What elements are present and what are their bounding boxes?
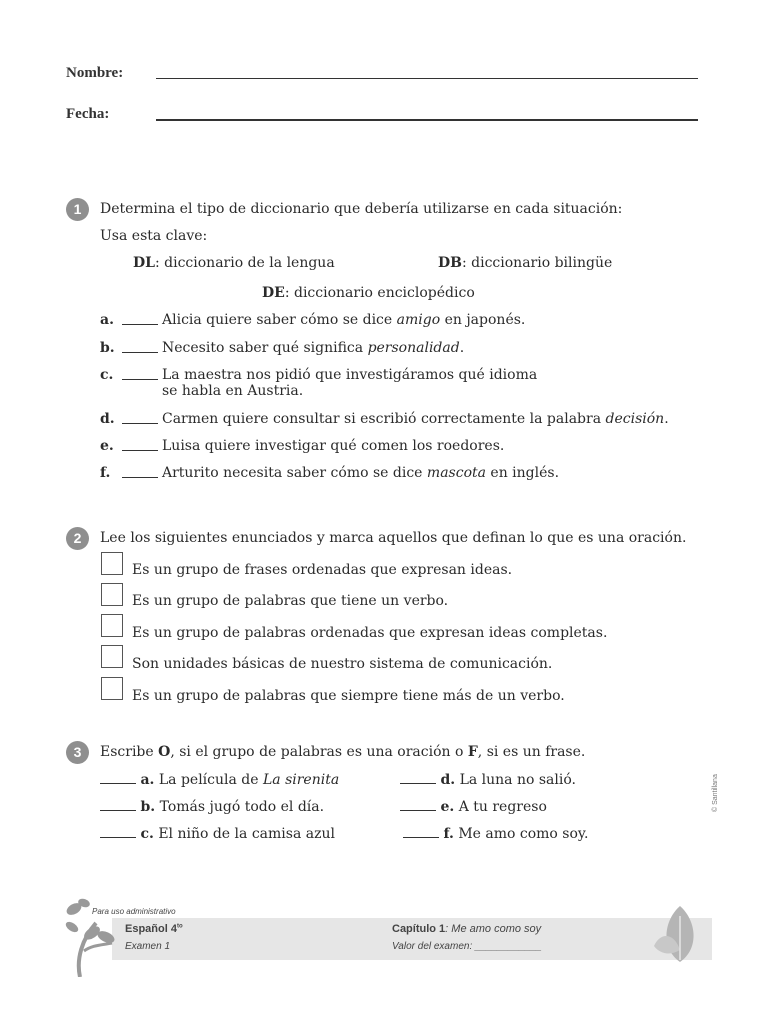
answer-blank[interactable] bbox=[100, 771, 136, 784]
question-1-badge: 1 bbox=[66, 198, 89, 221]
fecha-line[interactable] bbox=[156, 119, 698, 121]
q3-instruction: Escribe O, si el grupo de palabras es una oración o F, si es un frase. bbox=[100, 744, 586, 760]
answer-blank[interactable] bbox=[100, 798, 136, 811]
question-2-badge: 2 bbox=[66, 527, 89, 550]
q1-clave: Usa esta clave: bbox=[100, 228, 208, 244]
option-1-text: Es un grupo de frases ordenadas que expresan ideas. bbox=[132, 562, 513, 578]
checkbox-option-4[interactable] bbox=[101, 645, 123, 668]
copyright: © Santillana bbox=[712, 774, 719, 812]
answer-blank[interactable] bbox=[400, 798, 436, 811]
subject: Español $4^{to}$ bbox=[125, 923, 183, 935]
option-2-text: Es un grupo de palabras que tiene un verbo. bbox=[132, 593, 449, 609]
q2-instruction: Lee los siguientes enunciados y marca aquellos que definan lo que es una oración. bbox=[100, 530, 687, 546]
checkbox-option-2[interactable] bbox=[101, 583, 123, 606]
answer-blank[interactable] bbox=[122, 465, 158, 478]
nombre-label: Nombre: bbox=[66, 65, 124, 81]
q3-item-f: f. Me amo como soy. bbox=[403, 825, 588, 842]
exam-label: Examen 1 bbox=[125, 941, 171, 952]
admin-note: Para uso administrativo bbox=[92, 907, 176, 916]
fecha-label: Fecha: bbox=[66, 106, 110, 122]
chapter: Capítulo 1: Me amo como soy bbox=[392, 923, 542, 935]
answer-blank[interactable] bbox=[122, 340, 158, 353]
nombre-line[interactable] bbox=[156, 78, 698, 79]
question-3-badge: 3 bbox=[66, 741, 89, 764]
exam-value: Valor del examen: ____________ bbox=[392, 941, 542, 952]
key-dl: DL: diccionario de la lengua bbox=[133, 255, 335, 271]
branch-icon bbox=[62, 893, 122, 977]
leaf-icon bbox=[650, 902, 710, 964]
checkbox-option-5[interactable] bbox=[101, 677, 123, 700]
q3-item-d: d. La luna no salió. bbox=[400, 771, 576, 788]
answer-blank[interactable] bbox=[100, 825, 136, 838]
checkbox-option-1[interactable] bbox=[101, 552, 123, 575]
checkbox-option-3[interactable] bbox=[101, 614, 123, 637]
answer-blank[interactable] bbox=[400, 771, 436, 784]
answer-blank[interactable] bbox=[403, 825, 439, 838]
q3-item-a: a. La película de La sirenita bbox=[100, 771, 339, 788]
option-3-text: Es un grupo de palabras ordenadas que expresan ideas completas. bbox=[132, 625, 608, 641]
q1-instruction: Determina el tipo de diccionario que debería utilizarse en cada situación: bbox=[100, 201, 623, 217]
answer-blank[interactable] bbox=[122, 438, 158, 451]
option-4-text: Son unidades básicas de nuestro sistema de comunicación. bbox=[132, 656, 553, 672]
option-5-text: Es un grupo de palabras que siempre tiene más de un verbo. bbox=[132, 688, 565, 704]
answer-blank[interactable] bbox=[122, 411, 158, 424]
q3-item-e: e. A tu regreso bbox=[400, 798, 547, 815]
q3-item-b: b. Tomás jugó todo el día. bbox=[100, 798, 324, 815]
answer-blank[interactable] bbox=[122, 312, 158, 325]
key-de: DE: diccionario enciclopédico bbox=[262, 285, 475, 301]
answer-blank[interactable] bbox=[122, 367, 158, 380]
key-db: DB: diccionario bilingüe bbox=[438, 255, 613, 271]
q3-item-c: c. El niño de la camisa azul bbox=[100, 825, 335, 842]
